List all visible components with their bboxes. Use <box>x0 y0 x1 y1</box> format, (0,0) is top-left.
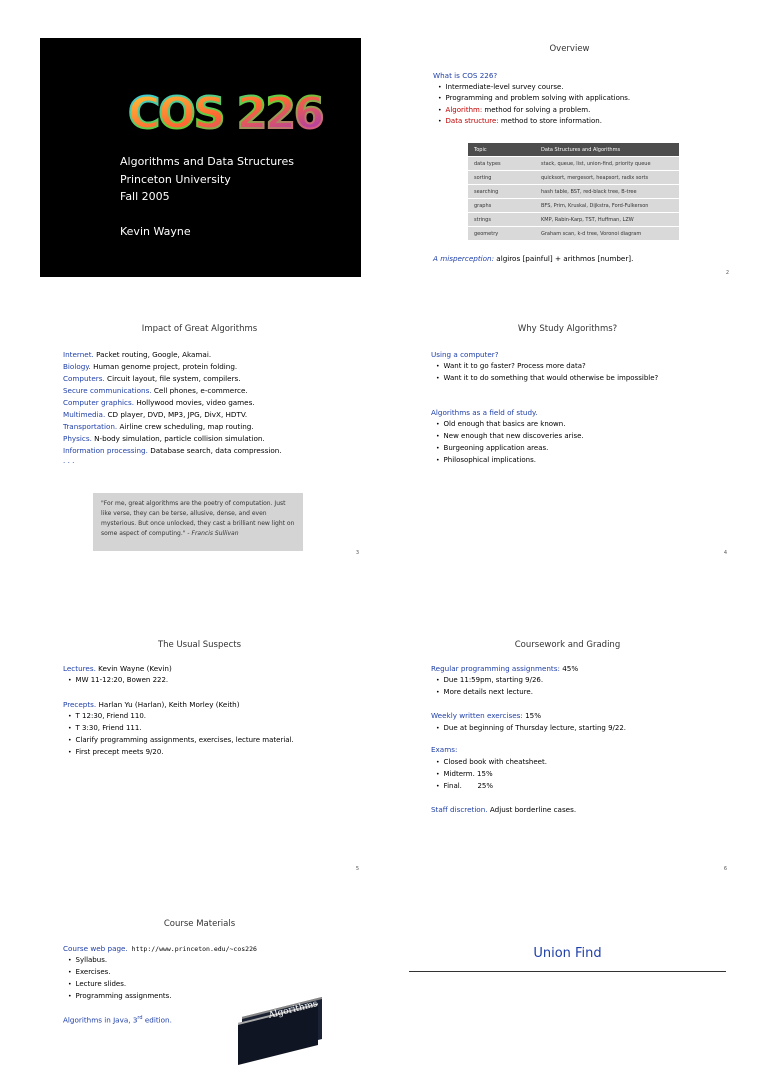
table-header: Data Structures and Algorithms <box>535 143 679 157</box>
impact-item: . . . <box>63 456 75 465</box>
misperception-line: A misperception: algiros [painful] + arithmos [number]. <box>433 254 634 263</box>
logo-text: COS 226 <box>128 88 323 139</box>
page-number: 5 <box>355 866 359 872</box>
page-number: 2 <box>725 270 729 276</box>
table-cell: BFS, Prim, Kruskal, Dijkstra, Ford-Fulkerson <box>535 199 679 213</box>
bullet-item: • Programming assignments. <box>68 992 172 1001</box>
slide-usual-suspects <box>38 634 361 874</box>
bullet-item: • MW 11-12:20, Bowen 222. <box>68 676 168 685</box>
bullet-item: • Lecture slides. <box>68 980 126 989</box>
page-number: 3 <box>355 550 359 556</box>
book-line: Algorithms in Java, 3rd edition. <box>63 1015 172 1025</box>
slide-impact <box>38 318 361 558</box>
table-cell: quicksort, mergesort, heapsort, radix sorts <box>535 171 679 185</box>
bullet-item: • Syllabus. <box>68 956 107 965</box>
cover-line-3: Fall 2005 <box>120 190 170 203</box>
slide-title: Why Study Algorithms? <box>517 324 618 334</box>
slide-cover <box>40 38 361 277</box>
slide-coursework <box>406 634 729 874</box>
cover-line-4: Kevin Wayne <box>120 225 191 238</box>
bullet-item: • Old enough that basics are known. <box>436 420 565 429</box>
bullet-item: • Want it to do something that would otherwise be impossible? <box>436 374 658 383</box>
bullet-item: • Final. 25% <box>436 782 493 791</box>
impact-item: Biology. Human genome project, protein folding. <box>63 362 238 371</box>
cover-line-2: Princeton University <box>120 173 231 186</box>
bullet-item: • T 3:30, Friend 111. <box>68 724 142 733</box>
slide-why-study <box>406 318 729 558</box>
slide-title: Impact of Great Algorithms <box>141 324 258 334</box>
precepts-line: Precepts. Harlan Yu (Harlan), Keith Morley (Keith) <box>63 700 240 709</box>
slide-title: Overview <box>549 44 590 54</box>
bullet-item: • Burgeoning application areas. <box>436 444 548 453</box>
table-cell: KMP, Rabin-Karp, TST, Huffman, LZW <box>535 213 679 227</box>
quote-author: Francis Sullivan <box>191 530 239 537</box>
slide-title: The Usual Suspects <box>157 640 242 650</box>
bullet-item: • Closed book with cheatsheet. <box>436 758 547 767</box>
bullet-item: • Intermediate-level survey course. <box>438 83 564 92</box>
table-header: Topic <box>468 143 535 157</box>
table-cell: sorting <box>468 171 535 185</box>
table-cell: strings <box>468 213 535 227</box>
impact-item: Computer graphics. Hollywood movies, video games. <box>63 398 255 407</box>
impact-item: Information processing. Database search, data compression. <box>63 446 282 455</box>
section-heading: What is COS 226? <box>433 71 498 80</box>
page-number: 4 <box>723 550 727 556</box>
table-cell: data types <box>468 157 535 171</box>
slide-title: Coursework and Grading <box>514 640 621 650</box>
bullet-item: • More details next lecture. <box>436 688 533 697</box>
section-heading: Algorithms as a field of study. <box>431 408 538 417</box>
section-heading: Using a computer? <box>431 350 499 359</box>
bullet-item: • Exercises. <box>68 968 111 977</box>
table-cell: searching <box>468 185 535 199</box>
table-cell: Graham scan, k-d tree, Voronoi diagram <box>535 227 679 241</box>
book-cover-image <box>238 999 324 1024</box>
grading-section: Exams: <box>431 745 458 754</box>
impact-item: Physics. N-body simulation, particle collision simulation. <box>63 434 265 443</box>
slide-title: Union Find <box>533 946 602 961</box>
grading-section: Weekly written exercises: 15% <box>431 711 542 720</box>
bullet-item: • New enough that new discoveries arise. <box>436 432 584 441</box>
slide-overview <box>408 38 731 278</box>
table-cell: stack, queue, list, union-find, priority queue <box>535 157 679 171</box>
bullet-item: • Algorithm: method for solving a problem. <box>438 106 590 115</box>
table-cell: hash table, BST, red-black tree, B-tree <box>535 185 679 199</box>
impact-item: Multimedia. CD player, DVD, MP3, JPG, DivX, HDTV. <box>63 410 248 419</box>
cover-line-1: Algorithms and Data Structures <box>120 155 294 168</box>
bullet-item: • First precept meets 9/20. <box>68 748 164 757</box>
slide-course-materials <box>38 913 361 1024</box>
bullet-item: • Due 11:59pm, starting 9/26. <box>436 676 543 685</box>
web-page-line: Course web page. http://www.princeton.edu/~cos226 <box>63 944 257 953</box>
bullet-item: • Programming and problem solving with applications. <box>438 94 630 103</box>
quote-box: "For me, great algorithms are the poetry of computation. Just like verse, they can be terse, allusive, dense, and even mysterious. But once unlocked, they cast a brilliant new light on some aspect of computing." - Francis Sullivan <box>93 493 303 551</box>
impact-item: Computers. Circuit layout, file system, compilers. <box>63 374 241 383</box>
bullet-item: • Data structure: method to store information. <box>438 117 602 126</box>
impact-item: Secure communications. Cell phones, e-commerce. <box>63 386 248 395</box>
book-cover-text: Algorithms <box>267 999 319 1021</box>
table-cell: graphs <box>468 199 535 213</box>
grading-section: Regular programming assignments: 45% <box>431 664 579 673</box>
grading-section: Staff discretion. Adjust borderline cases. <box>431 805 577 814</box>
slide-union-find <box>406 906 729 1024</box>
slide-title: Course Materials <box>163 919 236 929</box>
bullet-item: • Philosophical implications. <box>436 456 536 465</box>
page-number: 6 <box>723 866 727 872</box>
table-cell: geometry <box>468 227 535 241</box>
bullet-item: • Clarify programming assignments, exercises, lecture material. <box>68 736 294 745</box>
bullet-item: • T 12:30, Friend 110. <box>68 712 146 721</box>
bullet-item: • Midterm. 15% <box>436 770 493 779</box>
impact-item: Transportation. Airline crew scheduling, map routing. <box>63 422 254 431</box>
cos226-logo <box>128 86 323 139</box>
lectures-line: Lectures. Kevin Wayne (Kevin) <box>63 664 172 673</box>
bullet-item: • Due at beginning of Thursday lecture, starting 9/22. <box>436 724 626 733</box>
divider <box>409 971 726 972</box>
impact-item: Internet. Packet routing, Google, Akamai. <box>63 350 212 359</box>
topics-table <box>468 143 679 241</box>
bullet-item: • Want it to go faster? Process more data? <box>436 362 586 371</box>
